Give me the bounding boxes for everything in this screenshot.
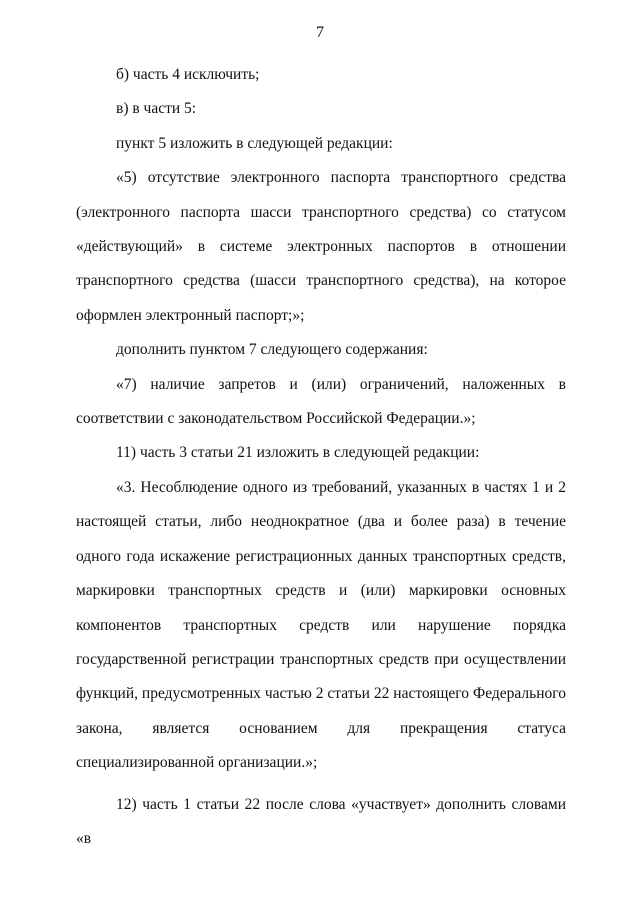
paragraph-point-5-text: «5) отсутствие электронного паспорта транспортного средства (электронного паспорта шасси транспортного средства) со статусом «действующий» в системе электронных паспортов в отношении транспортного средства (шасси транспортного средства), на которое оформлен электронный паспорт;»; [76, 169, 566, 324]
paragraph-point-7-intro: дополнить пунктом 7 следующего содержания: [116, 341, 428, 359]
paragraph-point-5-intro: пункт 5 изложить в следующей редакции: [116, 134, 393, 152]
paragraph-item-12: 12) часть 1 статьи 22 после слова «участвует» дополнить словами «в [76, 795, 566, 847]
document-body [76, 58, 566, 856]
page-number: 7 [316, 24, 324, 41]
paragraph-part-4: б) часть 4 исключить; [116, 66, 260, 83]
paragraph-point-7-text: «7) наличие запретов и (или) ограничений, наложенных в соответствии с законодательством Российской Федерации.»; [76, 375, 566, 428]
paragraph-part-5: в) в части 5: [116, 100, 197, 118]
paragraph-part-3-text: «3. Несоблюдение одного из требований, указанных в частях 1 и 2 настоящей статьи, либо неоднократное (два и более раза) в течение одного года искажение регистрационных данных транспортных средств, маркировки транспортных средств и (или) маркировки основных компонентов транспортных средств или нарушение порядка государственной регистрации транспортных средств при осуществлении функций, предусмотренных частью 2 статьи 22 настоящего Федерального закона, является основанием для прекращения статуса специализированной организации.»; [76, 478, 566, 772]
paragraph-item-11: 11) часть 3 статьи 21 изложить в следующей редакции: [116, 444, 480, 462]
